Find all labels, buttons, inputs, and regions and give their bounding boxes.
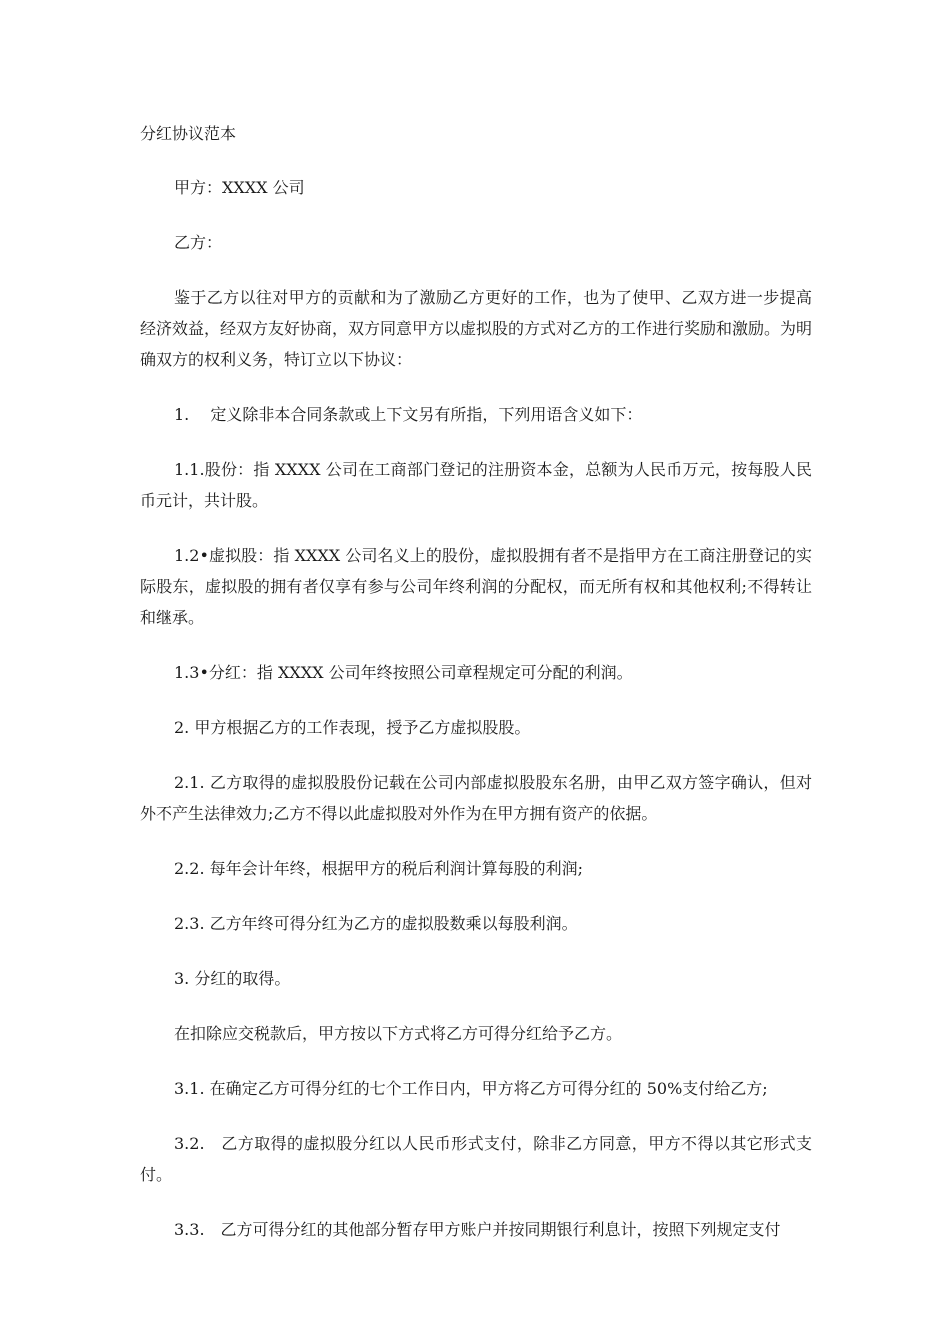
document-title: 分红协议范本 [140,124,237,143]
clause-3-1-payment: 3.1. 在确定乙方可得分红的七个工作日内，甲方将乙方可得分红的 50%支付给乙方; [174,1079,768,1098]
clause-3-2-currency: 3.2. 乙方取得的虚拟股分红以人民币形式支付，除非乙方同意，甲方不得以其它形式支付。 [140,1134,812,1184]
document-body [140,172,812,1269]
clause-3-3-remainder: 3.3. 乙方可得分红的其他部分暂存甲方账户并按同期银行利息计，按照下列规定支付 [174,1220,781,1239]
preamble-paragraph: 鉴于乙方以往对甲方的贡献和为了激励乙方更好的工作，也为了使甲、乙双方进一步提高经济效益，经双方友好协商，双方同意甲方以虚拟股的方式对乙方的工作进行奖励和激励。为明确双方的权利义务，特订立以下协议： [140,288,813,369]
party-b-line: 乙方： [174,233,223,252]
party-a-line: 甲方：XXXX 公司 [174,178,305,197]
clause-2-3-dividend-calc: 2.3. 乙方年终可得分红为乙方的虚拟股数乘以每股利润。 [174,914,578,933]
clause-2-2-profit-calc: 2.2. 每年会计年终，根据甲方的税后利润计算每股的利润; [174,859,584,878]
clause-3-obtaining: 3. 分红的取得。 [174,969,291,988]
clause-2-1-register: 2.1. 乙方取得的虚拟股股份记载在公司内部虚拟股股东名册，由甲乙双方签字确认，但对外不产生法律效力;乙方不得以此虚拟股对外作为在甲方拥有资产的依据。 [140,773,812,823]
clause-1-3-dividend: 1.3•分红：指 XXXX 公司年终按照公司章程规定可分配的利润。 [174,663,633,682]
clause-2-grant: 2. 甲方根据乙方的工作表现，授予乙方虚拟股股。 [174,718,531,737]
clause-1-definitions: 1. 定义除非本合同条款或上下文另有所指，下列用语含义如下： [174,405,643,424]
clause-1-2-virtual-shares: 1.2•虚拟股：指 XXXX 公司名义上的股份，虚拟股拥有者不是指甲方在工商注册登记的实际股东，虚拟股的拥有者仅享有参与公司年终利润的分配权，而无所有权和其他权利;不得转让和继承。 [140,546,812,627]
clause-3-intro: 在扣除应交税款后，甲方按以下方式将乙方可得分红给予乙方。 [174,1024,623,1043]
clause-1-1-shares: 1.1.股份：指 XXXX 公司在工商部门登记的注册资本金，总额为人民币万元，按每股人民币元计，共计股。 [140,460,812,510]
